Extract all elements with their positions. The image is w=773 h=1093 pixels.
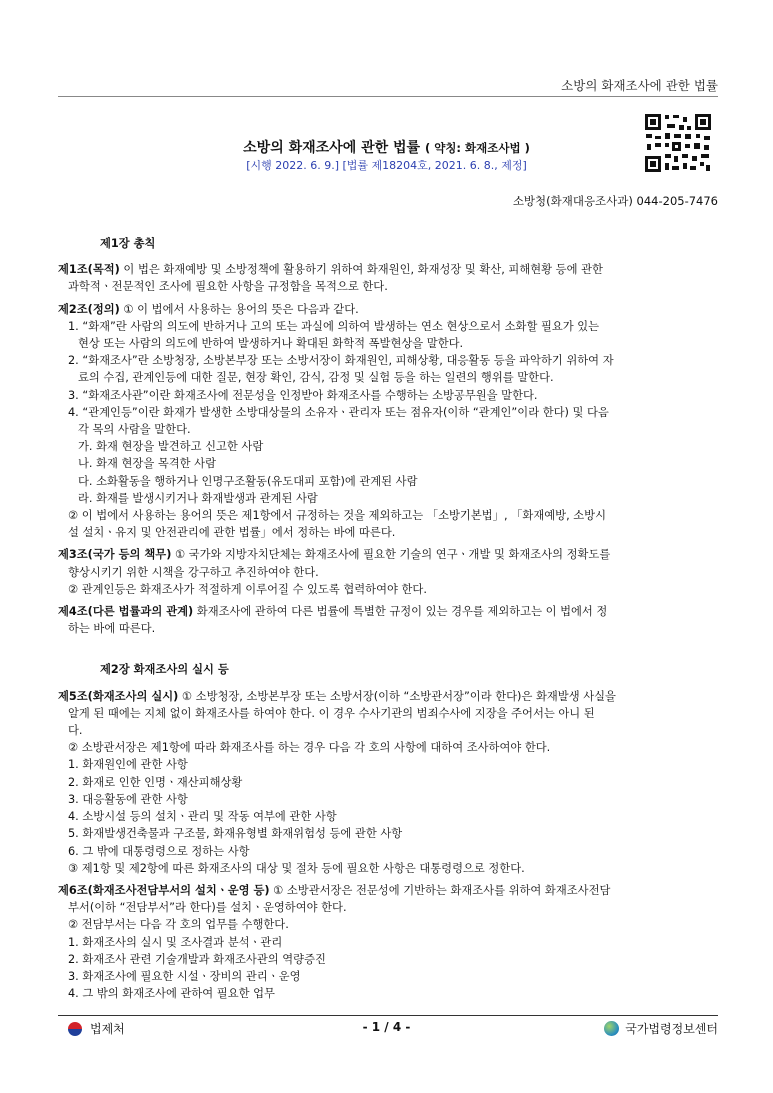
paragraph: ② 소방관서장은 제1항에 따라 화재조사를 하는 경우 다음 각 호의 사항에 대하여 조사하여야 한다. — [68, 741, 551, 755]
article-text: 이 법은 화재예방 및 소방정책에 활용하기 위하여 화재원인, 화재성장 및 확산, 피해현황 등에 관한 — [119, 263, 603, 277]
globe-logo-icon — [604, 1021, 619, 1036]
qr-code-icon[interactable] — [643, 112, 713, 174]
paragraph: ② 관계인등은 화재조사가 적절하게 이루어질 수 있도록 협력하여야 한다. — [68, 582, 427, 596]
article-text: ① 소방청장, 소방본부장 또는 소방서장(이하 “소방관서장”이라 한다)은 화재발생 사실을 — [178, 689, 616, 703]
article-heading: 제4조(다른 법률과의 관계) — [58, 605, 194, 619]
law-body — [58, 235, 718, 1002]
article-text: 알게 된 때에는 지체 없이 화재조사를 하여야 한다. 이 경우 수사기관의 범죄수사에 지장을 주어서는 아니 된 — [68, 706, 595, 720]
list-item: 6. 그 밖에 대통령령으로 정하는 사항 — [68, 844, 250, 858]
header-divider — [58, 96, 718, 97]
list-item — [58, 404, 718, 438]
chapter-1-heading: 제1장 총칙 — [100, 237, 156, 250]
article-4 — [58, 603, 718, 637]
sub-item: 나. 화재 현장을 목격한 사람 — [78, 457, 216, 471]
article-text: 화재조사에 관하여 다른 법률에 특별한 규정이 있는 경우를 제외하고는 이 법에서 정 — [193, 605, 608, 619]
list-item: 2. 화재로 인한 인명ㆍ재산피해상황 — [68, 775, 243, 789]
list-item-text: 각 목의 사람을 말한다. — [78, 423, 191, 437]
list-item-text: 1. “화재”란 사람의 의도에 반하거나 고의 또는 과실에 의하여 발생하는 연소 현상으로서 소화할 필요가 있는 — [68, 319, 600, 333]
article-text: 부서(이하 “전담부서”라 한다)를 설치ㆍ운영하여야 한다. — [68, 901, 347, 915]
article-text: ① 소방관서장은 전문성에 기반하는 화재조사를 위하여 화재조사전담 — [269, 883, 611, 897]
article-2 — [58, 301, 718, 542]
article-text: 다. — [68, 724, 83, 738]
article-heading: 제1조(목적) — [58, 263, 120, 277]
enactment-info: [시행 2022. 6. 9.] [법률 제18204호, 2021. 6. 8., 제정] — [246, 159, 527, 172]
article-heading: 제2조(정의) — [58, 302, 120, 316]
footer-right[interactable] — [604, 1020, 718, 1037]
law-title-main: 소방의 화재조사에 관한 법률 — [243, 140, 421, 156]
list-item: 4. 소방시설 등의 설치ㆍ관리 및 작동 여부에 관한 사항 — [68, 810, 337, 824]
paragraph-text: 설 설치ㆍ유지 및 안전관리에 관한 법률」에서 정하는 바에 따른다. — [68, 526, 396, 540]
list-item — [58, 318, 718, 352]
article-text: 과학적ㆍ전문적인 조사에 필요한 사항을 규정함을 목적으로 한다. — [68, 280, 388, 294]
article-5 — [58, 688, 718, 877]
list-item: 1. 화재원인에 관한 사항 — [68, 758, 188, 772]
list-item-text: 4. “관계인등”이란 화재가 발생한 소방대상물의 소유자ㆍ관리자 또는 점유자(이하 “관계인”이라 한다) 및 다음 — [68, 405, 609, 419]
list-item — [58, 352, 718, 386]
paragraph-text: ② 이 법에서 사용하는 용어의 뜻은 제1항에서 규정하는 것을 제외하고는 「소방기본법」, 「화재예방, 소방시 — [68, 509, 606, 523]
paragraph — [58, 507, 718, 541]
article-heading: 제5조(화재조사의 실시) — [58, 689, 179, 703]
article-heading: 제3조(국가 등의 책무) — [58, 548, 172, 562]
sub-item: 라. 화재를 발생시키거나 화재발생과 관계된 사람 — [78, 491, 318, 505]
sub-item: 가. 화재 현장을 발견하고 신고한 사람 — [78, 440, 264, 454]
article-1 — [58, 261, 718, 295]
article-text: ① 국가와 지방자치단체는 화재조사에 필요한 기술의 연구ㆍ개발 및 화재조사의 정확도를 — [171, 548, 611, 562]
footer-publisher: 법제처 — [90, 1022, 125, 1036]
article-3 — [58, 546, 718, 598]
article-text: 하는 바에 따른다. — [68, 622, 156, 636]
running-head: 소방의 화재조사에 관한 법률 — [561, 78, 718, 93]
article-6 — [58, 882, 718, 1002]
law-title-abbr: ( 약칭: 화재조사법 ) — [424, 141, 530, 155]
list-item: 2. 화재조사 관련 기술개발과 화재조사관의 역량증진 — [68, 952, 326, 966]
list-item: 3. “화재조사관”이란 화재조사에 전문성을 인정받아 화재조사를 수행하는 소방공무원을 말한다. — [68, 388, 538, 402]
footer-source: 국가법령정보센터 — [625, 1022, 718, 1036]
list-item-text: 2. “화재조사”란 소방청장, 소방본부장 또는 소방서장이 화재원인, 피해상황, 대응활동 등을 파악하기 위하여 자 — [68, 354, 614, 368]
footer-divider — [58, 1015, 718, 1016]
list-item-text: 료의 수집, 관계인등에 대한 질문, 현장 확인, 감식, 감정 및 실험 등을 하는 일련의 행위를 말한다. — [78, 371, 554, 385]
list-item: 1. 화재조사의 실시 및 조사결과 분석ㆍ관리 — [68, 935, 283, 949]
list-item: 3. 화재조사에 필요한 시설ㆍ장비의 관리ㆍ운영 — [68, 969, 301, 983]
article-heading: 제6조(화재조사전담부서의 설치ㆍ운영 등) — [58, 883, 270, 897]
page-number: - 1 / 4 - — [362, 1020, 411, 1034]
list-item: 5. 화재발생건축물과 구조물, 화재유형별 화재위험성 등에 관한 사항 — [68, 827, 403, 841]
sub-item: 다. 소화활동을 행하거나 인명구조활동(유도대피 포함)에 관계된 사람 — [78, 474, 418, 488]
article-text: ① 이 법에서 사용하는 용어의 뜻은 다음과 같다. — [119, 302, 359, 316]
chapter-2-heading: 제2장 화재조사의 실시 등 — [100, 663, 229, 677]
article-text: 향상시키기 위한 시책을 강구하고 추진하여야 한다. — [68, 565, 319, 579]
list-item-text: 현상 또는 사람의 의도에 반하여 발생하거나 확대된 화학적 폭발현상을 말한다. — [78, 337, 464, 351]
list-item: 4. 그 밖의 화재조사에 관하여 필요한 업무 — [68, 987, 275, 1001]
ministry-contact: 소방청(화재대응조사과) 044-205-7476 — [512, 194, 718, 208]
paragraph: ② 전담부서는 다음 각 호의 업무를 수행한다. — [68, 918, 289, 932]
list-item: 3. 대응활동에 관한 사항 — [68, 792, 188, 806]
paragraph: ③ 제1항 및 제2항에 따른 화재조사의 대상 및 절차 등에 필요한 사항은 대통령령으로 정한다. — [68, 861, 525, 875]
